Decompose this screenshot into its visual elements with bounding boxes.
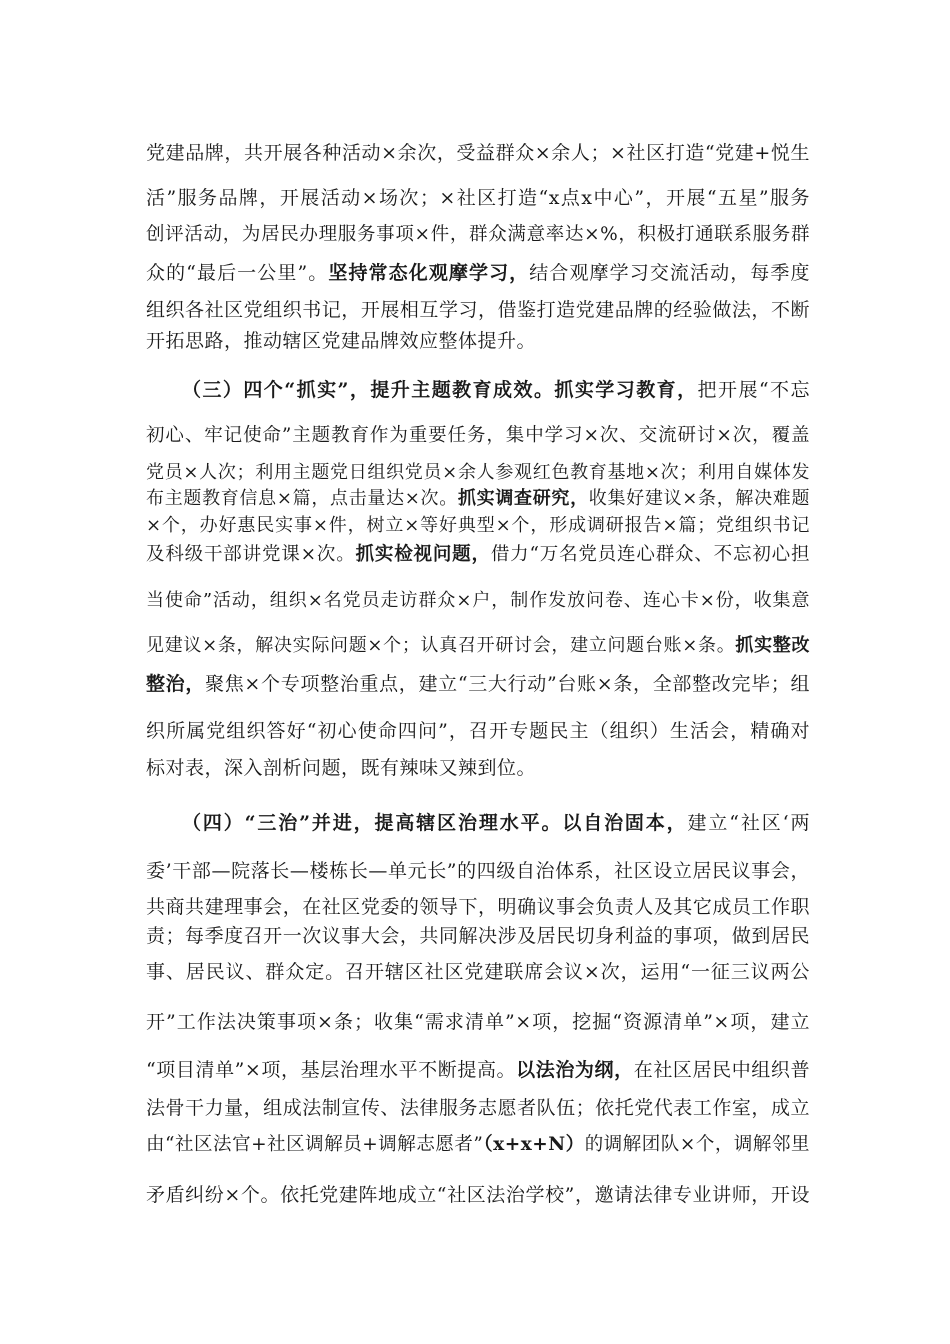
bold-phrase: 抓实整改 — [735, 635, 811, 656]
text-line: ×个，办好惠民实事×件，树立×等好典型×个，形成调研报告×篇；党组织书记 — [146, 515, 810, 536]
section-heading: （三）四个“抓实”，提升主题教育成效。抓实学习教育， — [182, 379, 698, 401]
section-heading: （四）“三治”并进，提高辖区治理水平。以自治固本， — [182, 812, 688, 834]
bold-phrase: 抓实调查研究， — [457, 488, 589, 509]
text-line: 矛盾纠纷×个。依托党建阵地成立“社区法治学校”，邀请法律专业讲师，开设 — [146, 1184, 810, 1206]
bold-phrase: 以法治为纲， — [516, 1059, 634, 1081]
bold-phrase: （x+x+N） — [483, 1134, 585, 1155]
text-line: 布主题教育信息×篇，点击量达×次。抓实调查研究，收集好建议×条，解决难题 — [146, 488, 810, 509]
bold-phrase: 整治， — [146, 673, 206, 695]
text-line: 初心、牢记使命”主题教育作为重要任务，集中学习×次、交流研讨×次，覆盖 — [146, 425, 810, 446]
text-line: 由“社区法官+社区调解员+调解志愿者”（x+x+N）的调解团队×个，调解邻里 — [146, 1134, 810, 1155]
text-line: 共商共建理事会，在社区党委的领导下，明确议事会负责人及其它成员工作职 — [146, 896, 810, 918]
text-line: 活”服务品牌，开展活动×场次；×社区打造“x点x中心”，开展“五星”服务 — [146, 187, 810, 209]
text-line: 党员×人次；利用主题党日组织党员×余人参观红色教育基地×次；利用自媒体发 — [146, 462, 810, 483]
text-line: 法骨干力量，组成法制宣传、法律服务志愿者队伍；依托党代表工作室，成立 — [146, 1097, 810, 1119]
text-line: “项目清单”×项，基层治理水平不断提高。以法治为纲，在社区居民中组织普 — [146, 1059, 810, 1081]
text-line: 组织各社区党组织书记，开展相互学习，借鉴打造党建品牌的经验做法，不断 — [146, 299, 810, 321]
text-line: 事、居民议、群众定。召开辖区社区党建联席会议×次，运用“一征三议两公 — [146, 961, 810, 983]
text-line: 见建议×条，解决实际问题×个；认真召开研讨会，建立问题台账×条。抓实整改 — [146, 635, 811, 656]
text-line: 当使命”活动，组织×名党员走访群众×户，制作发放问卷、连心卡×份，收集意 — [146, 590, 810, 611]
text-line: （四）“三治”并进，提高辖区治理水平。以自治固本，建立“社区‘两 — [182, 812, 811, 834]
text-line: （三）四个“抓实”，提升主题教育成效。抓实学习教育，把开展“不忘 — [182, 379, 811, 401]
text-line: 开”工作法决策事项×条；收集“需求清单”×项，挖掘“资源清单”×项，建立 — [146, 1011, 810, 1033]
text-line: 及科级干部讲党课×次。抓实检视问题，借力“万名党员连心群众、不忘初心担 — [146, 544, 810, 565]
bold-phrase: 坚持常态化观摩学习， — [328, 262, 530, 284]
text-line: 委’干部—院落长—楼栋长—单元长”的四级自治体系，社区设立居民议事会， — [146, 860, 810, 882]
bold-phrase: 抓实检视问题， — [355, 544, 491, 565]
text-line: 众的“最后一公里”。坚持常态化观摩学习，结合观摩学习交流活动，每季度 — [146, 262, 810, 284]
text-line: 标对表，深入剖析问题，既有辣味又辣到位。 — [146, 757, 537, 779]
text-line: 党建品牌，共开展各种活动×余次，受益群众×余人；×社区打造“党建+悦生 — [146, 142, 810, 164]
text-line: 责；每季度召开一次议事大会，共同解决涉及居民切身利益的事项，做到居民 — [146, 925, 810, 947]
text-line: 整治，聚焦×个专项整治重点，建立“三大行动”台账×条，全部整改完毕；组 — [146, 673, 810, 695]
text-line: 创评活动，为居民办理服务事项×件，群众满意率达×%，积极打通联系服务群 — [146, 224, 810, 245]
text-line: 织所属党组织答好“初心使命四问”，召开专题民主（组织）生活会，精确对 — [146, 720, 810, 742]
text-line: 开拓思路，推动辖区党建品牌效应整体提升。 — [146, 330, 537, 352]
